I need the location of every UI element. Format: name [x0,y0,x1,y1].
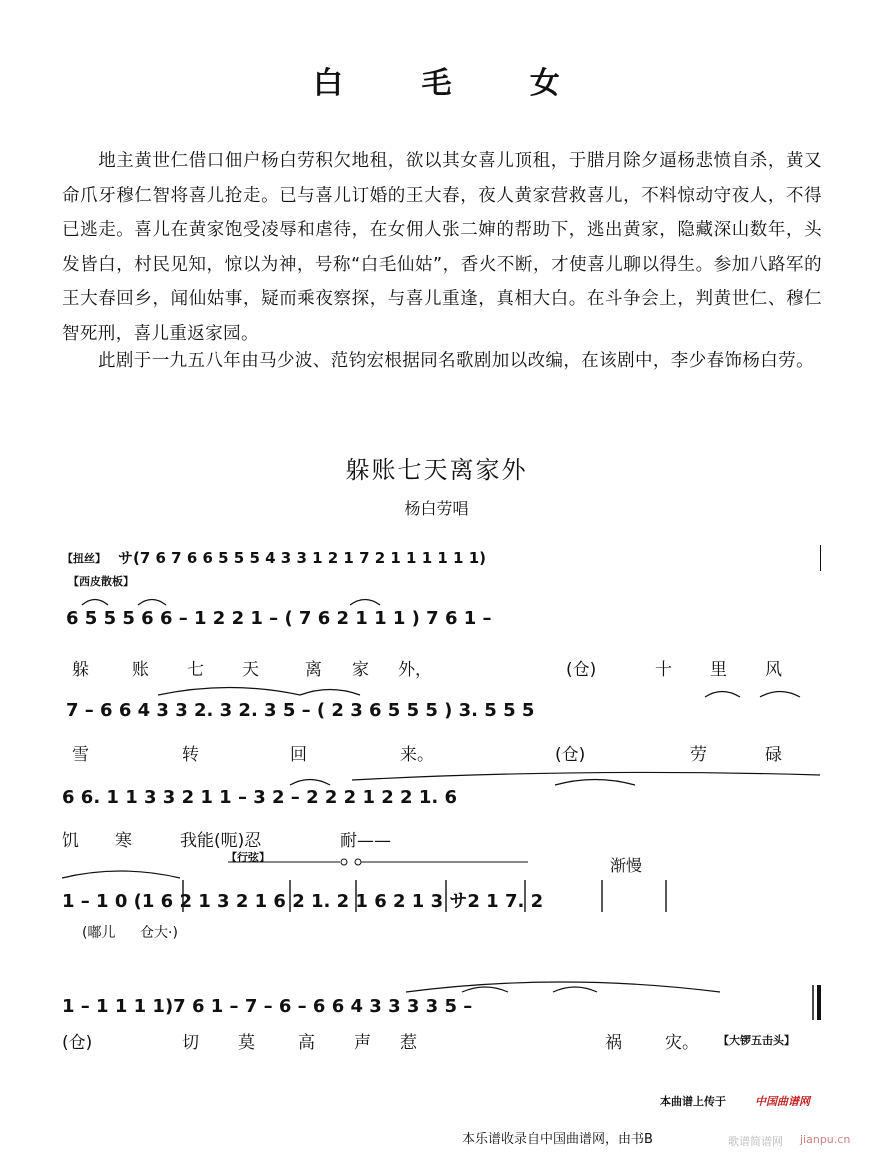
lyric: 风 [765,660,782,680]
slur [555,780,635,786]
lyric: 我能(呃)忍 [180,831,262,851]
lyric: (仓) [555,745,586,765]
lyric: 声 [354,1033,371,1053]
lyric: 家 [352,660,369,680]
lyric: 高 [298,1033,315,1053]
collected-note: 本乐谱收录自中国曲谱网，由书B [462,1132,653,1147]
lyric: 雪 [72,745,89,765]
slur [300,690,360,696]
lyric: 祸 [605,1033,622,1053]
lyric: 离 [305,660,322,680]
score-row-4: 6 6. 1 1 3 3 2 1 1 – 3 2 – 2 2 2 1 2 2 1. 6 [62,787,457,808]
page-title: 白 毛 女 [313,66,594,101]
lyric: 寒 [115,831,132,851]
slur [82,600,108,606]
slur [352,772,820,780]
score-row-1: サ(7 6 7 6 6 5 5 5 4 3 3 1 2 1 7 2 1 1 1 1 1 1) [118,549,486,567]
lyric: (仓) [62,1033,93,1053]
slur [350,600,380,606]
circle-mark [355,859,361,865]
lyric: 劳 [690,745,707,765]
song-singer: 杨白劳唱 [404,499,469,518]
slur [760,692,800,698]
synopsis-text: 地主黄世仁借口佃户杨白劳积欠地租，欲以其女喜儿顶租，于腊月除夕逼杨悲愤自杀，黄又命爪牙穆仁智将喜儿抢走。已与喜儿订婚的王大春，夜人黄家营救喜儿，不料惊动守夜人，不得已逃走。喜儿在黄家饱受凌辱和虐待，在女佣人张二婶的帮助下，逃出黄家，隐藏深山数年，头发皆白，村民见知，惊以为神，号称“白毛仙姑”，香火不断，才使喜儿聊以得生。参加八路军的王大春回乡，闻仙姑事，疑而乘夜察探，与喜儿重逢，真相大白。在斗争会上，判黄世仁、穆仁智死刑，喜儿重返家园。 [62,151,822,344]
slur [62,871,180,878]
lyric: 来。 [400,745,434,765]
lyric: 耐—— [340,831,391,851]
score-row-3: 7 – 6 6 4 3 3 2. 3 2. 3 5 – ( 2 3 6 5 5 5 ) 3. 5 5 5 [66,700,535,721]
score-row-6: 1 – 1 1 1 1)7 6 1 – 7 – 6 – 6 6 4 3 3 3 3 5 – [62,996,473,1017]
circle-mark [341,859,347,865]
slur [406,982,720,992]
lyric: 碌 [765,745,782,765]
lyric: 莫 [238,1033,255,1053]
tempo-mark: 渐慢 [610,856,643,875]
lyric-row-2-a: 躲 [72,660,89,680]
tag-niusi: 【扭丝】 [62,552,106,565]
lyric: 饥 [62,831,79,851]
tag-xingxian: 【行弦】 [226,851,270,864]
watermark: 歌谱简谱网 [728,1135,783,1148]
lyric: 灾。 [665,1033,699,1053]
lyric: 天 [242,660,259,680]
tag-xipi: 【西皮散板】 [68,575,134,588]
lyric: 账 [132,660,149,680]
tag-dalu: 【大锣五击头】 [718,1034,795,1047]
adaptation-text: 此剧于一九五八年由马少波、范钧宏根据同名歌剧加以改编，在该剧中，李少春饰杨白劳。 [98,351,814,371]
lyric: 切 [182,1033,199,1053]
brand-logo: 中国曲谱网 [755,1095,810,1108]
lyric: 外， [398,660,432,680]
lyric: 转 [182,745,199,765]
score-row-2: 6 5 5 5 6 6 – 1 2 2 1 – ( 7 6 2 1 1 1 ) 7 6 1 – [66,608,492,629]
lyric: (仓) [566,660,597,680]
lyric: 十 [655,660,672,680]
slur [290,780,330,786]
song-title: 躲账七天离家外 [345,456,528,484]
slur [705,692,740,698]
lyric: 仓大·) [140,925,178,941]
score-row-5: 1 – 1 0 (1 6 2 1 3 2 1 6 2 1. 2 1 6 2 1 3 サ2 1 7. 2 [62,891,544,912]
watermark-url: jianpu.cn [800,1133,851,1146]
lyric: 惹 [400,1033,417,1053]
upload-label: 本曲谱上传于 [660,1095,726,1108]
slur [553,987,597,992]
lyric: 七 [187,660,204,680]
slur [158,688,300,696]
lyric: 回 [290,745,307,765]
slur [138,600,166,606]
lyric: (嘟儿 [82,925,116,941]
lyric: 里 [710,660,727,680]
slur [462,987,508,992]
